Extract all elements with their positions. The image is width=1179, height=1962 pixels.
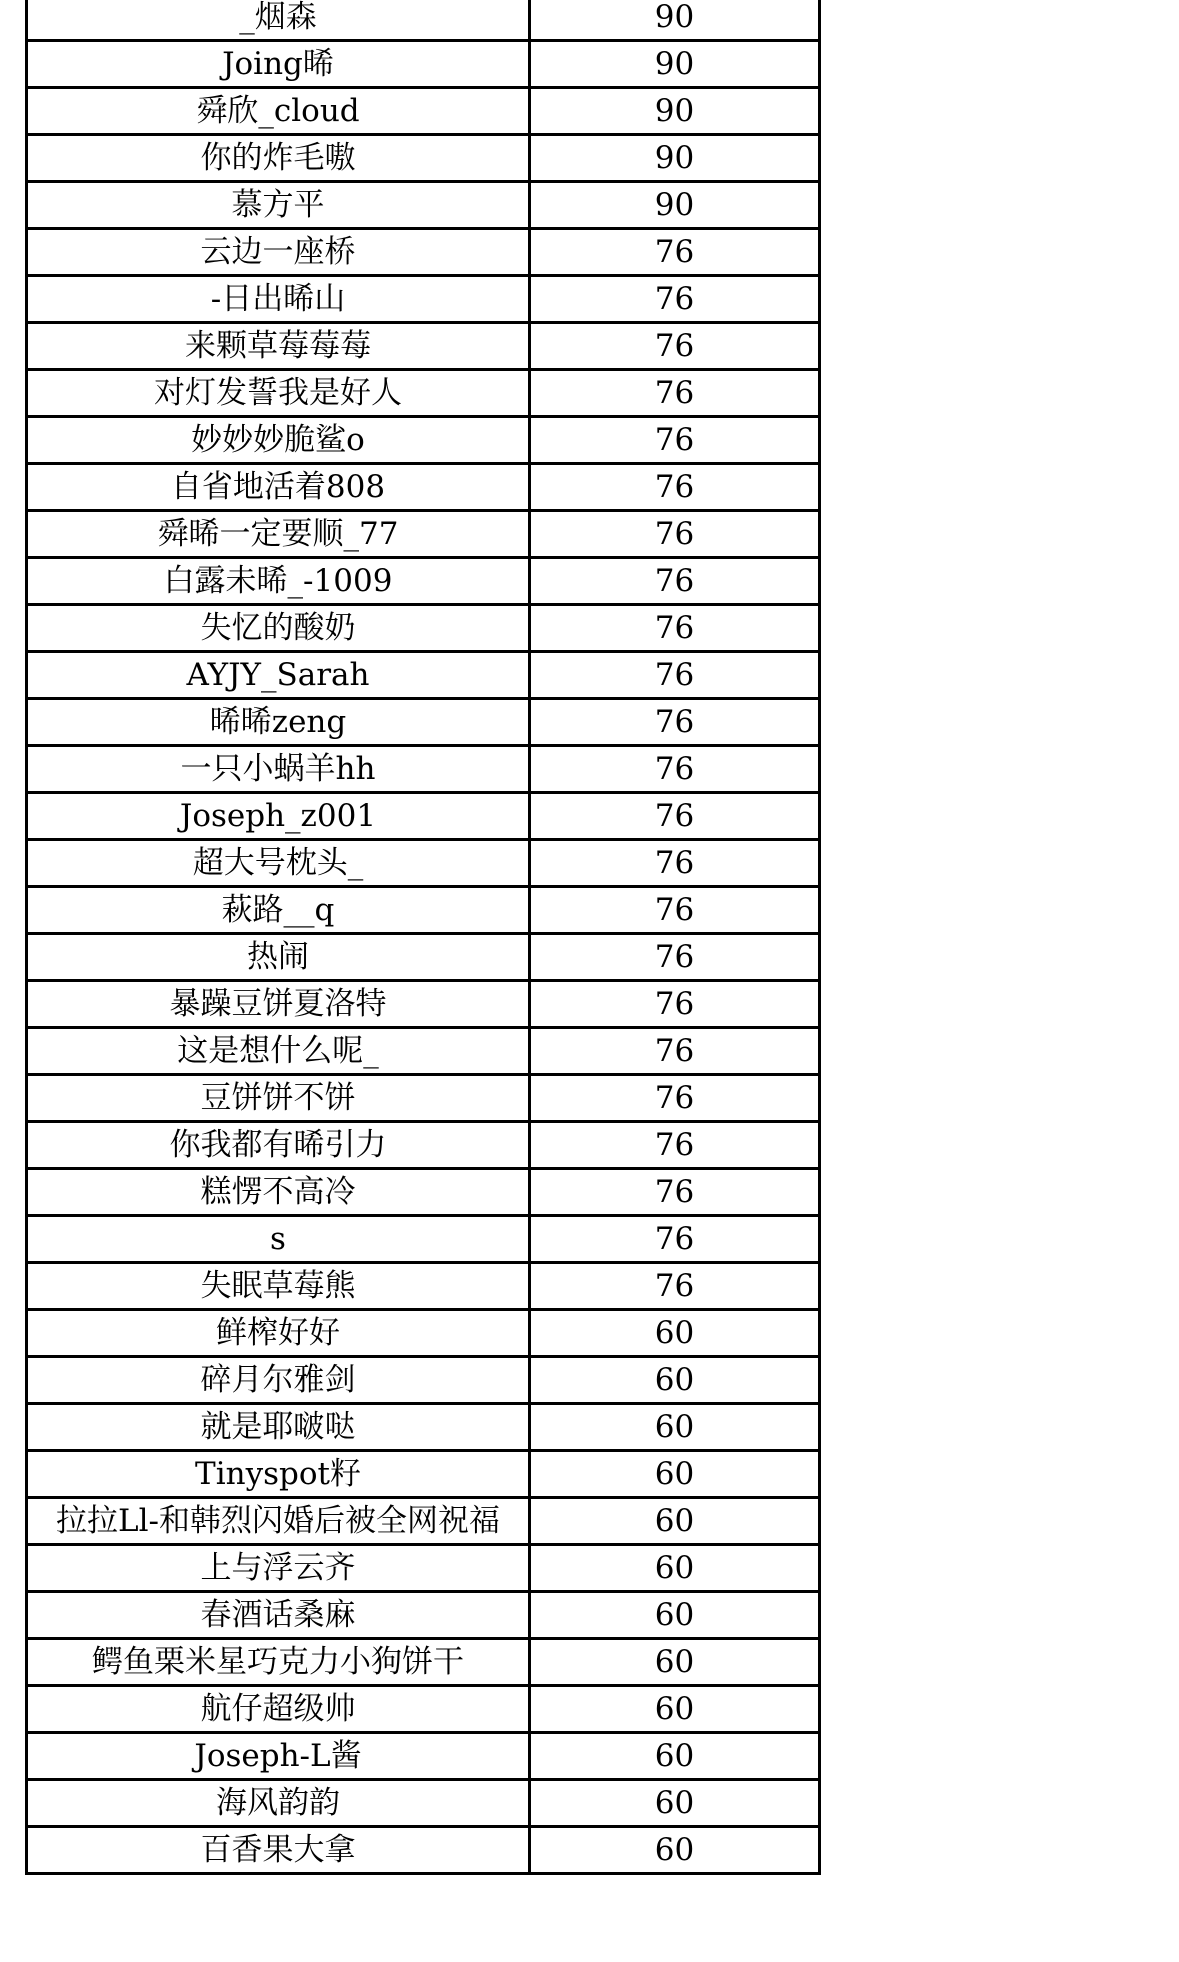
name-cell: 一只小蜗羊hh xyxy=(27,746,530,793)
table-row xyxy=(27,605,820,652)
name-cell: 舜欣_cloud xyxy=(27,88,530,135)
score-cell: 76 xyxy=(530,934,820,981)
table-row xyxy=(27,1216,820,1263)
table-row xyxy=(27,1451,820,1498)
score-cell: 90 xyxy=(530,182,820,229)
name-cell: 失忆的酸奶 xyxy=(27,605,530,652)
score-cell: 76 xyxy=(530,558,820,605)
score-cell: 76 xyxy=(530,511,820,558)
score-table xyxy=(25,0,821,1875)
score-cell: 76 xyxy=(530,323,820,370)
score-cell: 76 xyxy=(530,840,820,887)
table-row xyxy=(27,135,820,182)
table-row xyxy=(27,1263,820,1310)
score-cell: 60 xyxy=(530,1498,820,1545)
table-row xyxy=(27,793,820,840)
table-row xyxy=(27,840,820,887)
table-row xyxy=(27,1780,820,1827)
name-cell: 鲜榨好好 xyxy=(27,1310,530,1357)
score-cell: 76 xyxy=(530,1263,820,1310)
score-cell: 60 xyxy=(530,1733,820,1780)
name-cell: Joseph_z001 xyxy=(27,793,530,840)
table-row xyxy=(27,558,820,605)
score-cell: 76 xyxy=(530,464,820,511)
name-cell: 自省地活着808 xyxy=(27,464,530,511)
table-row xyxy=(27,1592,820,1639)
table-row xyxy=(27,0,820,41)
name-cell: 妙妙妙脆鲨o xyxy=(27,417,530,464)
table-row xyxy=(27,323,820,370)
name-cell: Tinyspot籽 xyxy=(27,1451,530,1498)
score-cell: 76 xyxy=(530,1216,820,1263)
name-cell: 鳄鱼栗米星巧克力小狗饼干 xyxy=(27,1639,530,1686)
table-row xyxy=(27,370,820,417)
score-cell: 76 xyxy=(530,417,820,464)
score-cell: 76 xyxy=(530,746,820,793)
score-cell: 76 xyxy=(530,699,820,746)
score-cell: 76 xyxy=(530,1122,820,1169)
name-cell: 失眠草莓熊 xyxy=(27,1263,530,1310)
score-cell: 60 xyxy=(530,1592,820,1639)
table-row xyxy=(27,511,820,558)
name-cell: 晞晞zeng xyxy=(27,699,530,746)
score-cell: 60 xyxy=(530,1404,820,1451)
table-row xyxy=(27,746,820,793)
table-row xyxy=(27,1639,820,1686)
table-row xyxy=(27,1733,820,1780)
score-cell: 76 xyxy=(530,1075,820,1122)
name-cell: 萩路__q xyxy=(27,887,530,934)
table-row xyxy=(27,887,820,934)
name-cell: s xyxy=(27,1216,530,1263)
name-cell: 拉拉Ll-和韩烈闪婚后被全网祝福 xyxy=(27,1498,530,1545)
score-cell: 76 xyxy=(530,276,820,323)
name-cell: 百香果大拿 xyxy=(27,1827,530,1874)
name-cell: 白露未晞_-1009 xyxy=(27,558,530,605)
table-row xyxy=(27,1122,820,1169)
table-row xyxy=(27,1404,820,1451)
name-cell: 航仔超级帅 xyxy=(27,1686,530,1733)
table-row xyxy=(27,276,820,323)
table-row xyxy=(27,417,820,464)
table-row xyxy=(27,1075,820,1122)
name-cell: AYJY_Sarah xyxy=(27,652,530,699)
score-cell: 90 xyxy=(530,88,820,135)
table-row xyxy=(27,41,820,88)
name-cell: 舜晞一定要顺_77 xyxy=(27,511,530,558)
name-cell: 这是想什么呢_ xyxy=(27,1028,530,1075)
name-cell: Joseph-L酱 xyxy=(27,1733,530,1780)
score-cell: 60 xyxy=(530,1545,820,1592)
table-row xyxy=(27,652,820,699)
score-cell: 76 xyxy=(530,370,820,417)
score-cell: 76 xyxy=(530,1169,820,1216)
name-cell: _烟森 xyxy=(27,0,530,41)
name-cell: 糕愣不高冷 xyxy=(27,1169,530,1216)
score-cell: 76 xyxy=(530,793,820,840)
table-row xyxy=(27,182,820,229)
score-cell: 76 xyxy=(530,229,820,276)
name-cell: 来颗草莓莓莓 xyxy=(27,323,530,370)
name-cell: 对灯发誓我是好人 xyxy=(27,370,530,417)
table-row xyxy=(27,464,820,511)
table-row xyxy=(27,1545,820,1592)
name-cell: 海风韵韵 xyxy=(27,1780,530,1827)
score-cell: 76 xyxy=(530,605,820,652)
score-cell: 90 xyxy=(530,0,820,41)
name-cell: 就是耶啵哒 xyxy=(27,1404,530,1451)
score-cell: 60 xyxy=(530,1827,820,1874)
table-row xyxy=(27,1498,820,1545)
name-cell: 你我都有晞引力 xyxy=(27,1122,530,1169)
score-cell: 60 xyxy=(530,1310,820,1357)
name-cell: 暴躁豆饼夏洛特 xyxy=(27,981,530,1028)
score-cell: 60 xyxy=(530,1780,820,1827)
score-cell: 60 xyxy=(530,1357,820,1404)
name-cell: 云边一座桥 xyxy=(27,229,530,276)
name-cell: 慕方平 xyxy=(27,182,530,229)
table-row xyxy=(27,229,820,276)
table-row xyxy=(27,1357,820,1404)
name-cell: 春酒话桑麻 xyxy=(27,1592,530,1639)
score-cell: 90 xyxy=(530,135,820,182)
name-cell: -日出晞山 xyxy=(27,276,530,323)
name-cell: 超大号枕头_ xyxy=(27,840,530,887)
name-cell: 热闹 xyxy=(27,934,530,981)
name-cell: 碎月尔雅剑 xyxy=(27,1357,530,1404)
name-cell: Joing晞 xyxy=(27,41,530,88)
table-row xyxy=(27,981,820,1028)
score-cell: 76 xyxy=(530,1028,820,1075)
table-row xyxy=(27,1827,820,1874)
score-cell: 90 xyxy=(530,41,820,88)
table-row xyxy=(27,1028,820,1075)
score-cell: 60 xyxy=(530,1686,820,1733)
score-cell: 76 xyxy=(530,981,820,1028)
table-row xyxy=(27,88,820,135)
score-cell: 60 xyxy=(530,1451,820,1498)
table-row xyxy=(27,1686,820,1733)
table-row xyxy=(27,934,820,981)
name-cell: 你的炸毛嗷 xyxy=(27,135,530,182)
name-cell: 上与浮云齐 xyxy=(27,1545,530,1592)
score-cell: 76 xyxy=(530,652,820,699)
table-row xyxy=(27,699,820,746)
score-cell: 60 xyxy=(530,1639,820,1686)
table-row xyxy=(27,1310,820,1357)
score-table-body xyxy=(27,0,820,1874)
score-cell: 76 xyxy=(530,887,820,934)
name-cell: 豆饼饼不饼 xyxy=(27,1075,530,1122)
table-row xyxy=(27,1169,820,1216)
